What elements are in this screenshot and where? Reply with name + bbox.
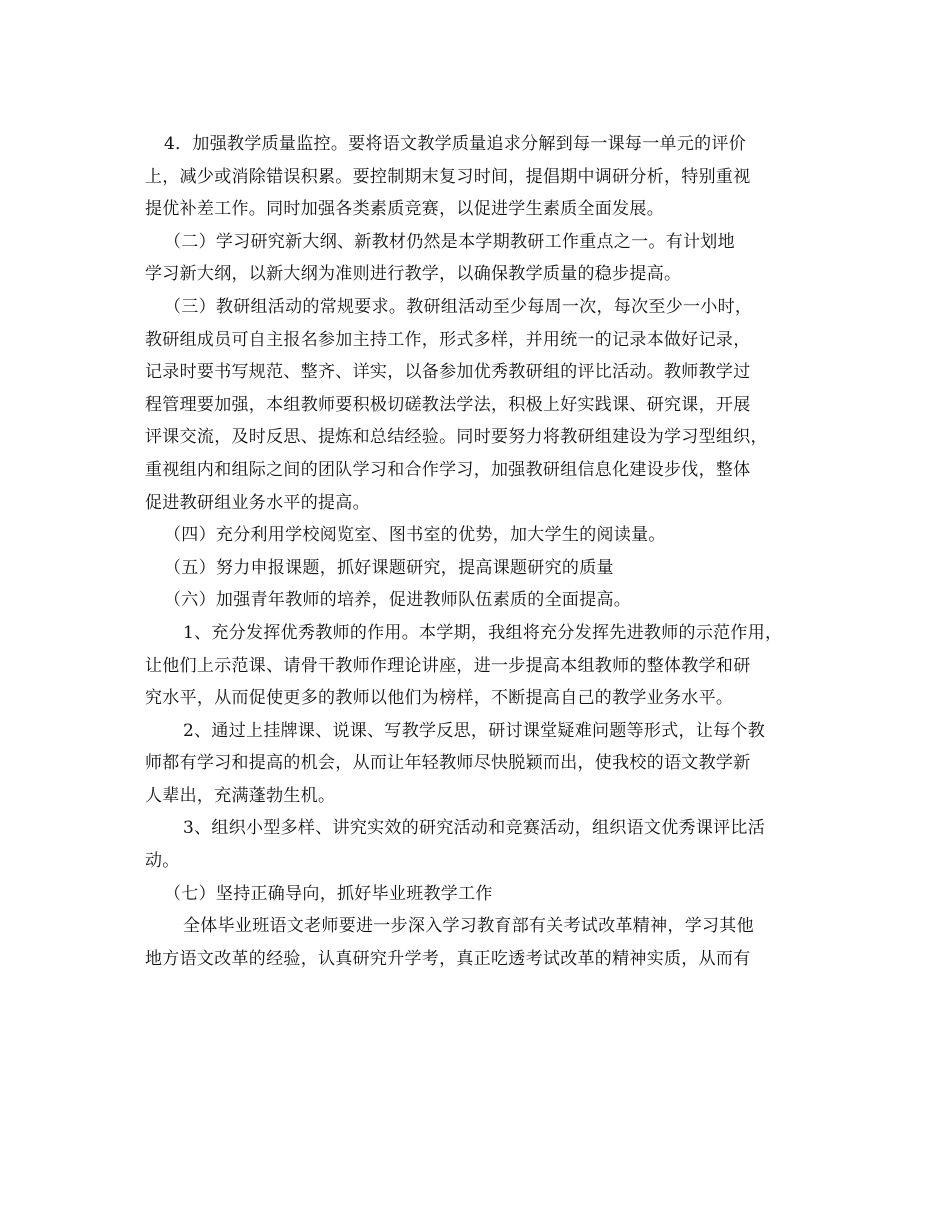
paragraph-line: 评课交流，及时反思、提炼和总结经验。同时要努力将教研组建设为学习型组织， xyxy=(145,427,768,448)
paragraph-line: 全体毕业班语文老师要进一步深入学习教育部有关考试改革精神，学习其他 xyxy=(183,916,754,937)
paragraph-line: 4．加强教学质量监控。要将语文教学质量追求分解到每一课每一单元的评价 xyxy=(164,134,747,154)
paragraph-line: 人辈出，充满蓬勃生机。 xyxy=(145,785,336,806)
document-body xyxy=(145,128,825,975)
paragraph-line: 教研组成员可自主报名参加主持工作，形式多样，并用统一的记录本做好记录， xyxy=(145,329,751,350)
paragraph-line: 学习新大纲，以新大纲为准则进行教学，以确保教学质量的稳步提高。 xyxy=(145,264,682,285)
paragraph-line: 重视组内和组际之间的团队学习和合作学习，加强教研组信息化建设步伐，整体 xyxy=(145,459,751,480)
paragraph-line: 程管理要加强，本组教师要积极切磋教法学法，积极上好实践课、研究课，开展 xyxy=(145,394,751,415)
paragraph-line: 动。 xyxy=(145,851,180,872)
paragraph-line: （三）教研组活动的常规要求。教研组活动至少每周一次，每次至少一小时， xyxy=(164,296,753,317)
paragraph-line: 究水平，从而促使更多的教师以他们为榜样，不断提高自己的教学业务水平。 xyxy=(145,688,734,709)
paragraph-line: 促进教研组业务水平的提高。 xyxy=(145,492,370,513)
paragraph-line: （七）坚持正确导向，抓好毕业班教学工作 xyxy=(164,883,493,904)
paragraph-line: 提优补差工作。同时加强各类素质竞赛，以促进学生素质全面发展。 xyxy=(145,199,664,220)
paragraph-line: 3、组织小型多样、讲究实效的研究活动和竞赛活动，组织语文优秀课评比活 xyxy=(183,818,766,839)
paragraph-line: 1、充分发挥优秀教师的作用。本学期，我组将充分发挥先进教师的示范作用， xyxy=(183,622,783,643)
paragraph-line: 师都有学习和提高的机会，从而让年轻教师尽快脱颖而出，使我校的语文教学新 xyxy=(145,753,751,774)
paragraph-line: 记录时要书写规范、整齐、详实，以备参加优秀教研组的评比活动。教师教学过 xyxy=(145,362,751,383)
paragraph-line: （二）学习研究新大纲、新教材仍然是本学期教研工作重点之一。有计划地 xyxy=(164,231,735,252)
paragraph-line: 2、通过上挂牌课、说课、写教学反思，研讨课堂疑难问题等形式，让每个教 xyxy=(183,720,766,741)
paragraph-line: 上，减少或消除错误积累。要控制期末复习时间，提倡期中调研分析，特别重视 xyxy=(145,166,751,187)
paragraph-line: （六）加强青年教师的培养，促进教师队伍素质的全面提高。 xyxy=(164,590,632,611)
paragraph-line: 让他们上示范课、请骨干教师作理论讲座，进一步提高本组教师的整体教学和研 xyxy=(145,655,751,676)
paragraph-line: （五）努力申报课题，抓好课题研究，提高课题研究的质量 xyxy=(164,557,614,578)
paragraph-line: （四）充分利用学校阅览室、图书室的优势，加大学生的阅读量。 xyxy=(164,525,666,546)
paragraph-line: 地方语文改革的经验，认真研究升学考，真正吃透考试改革的精神实质，从而有 xyxy=(145,948,751,969)
